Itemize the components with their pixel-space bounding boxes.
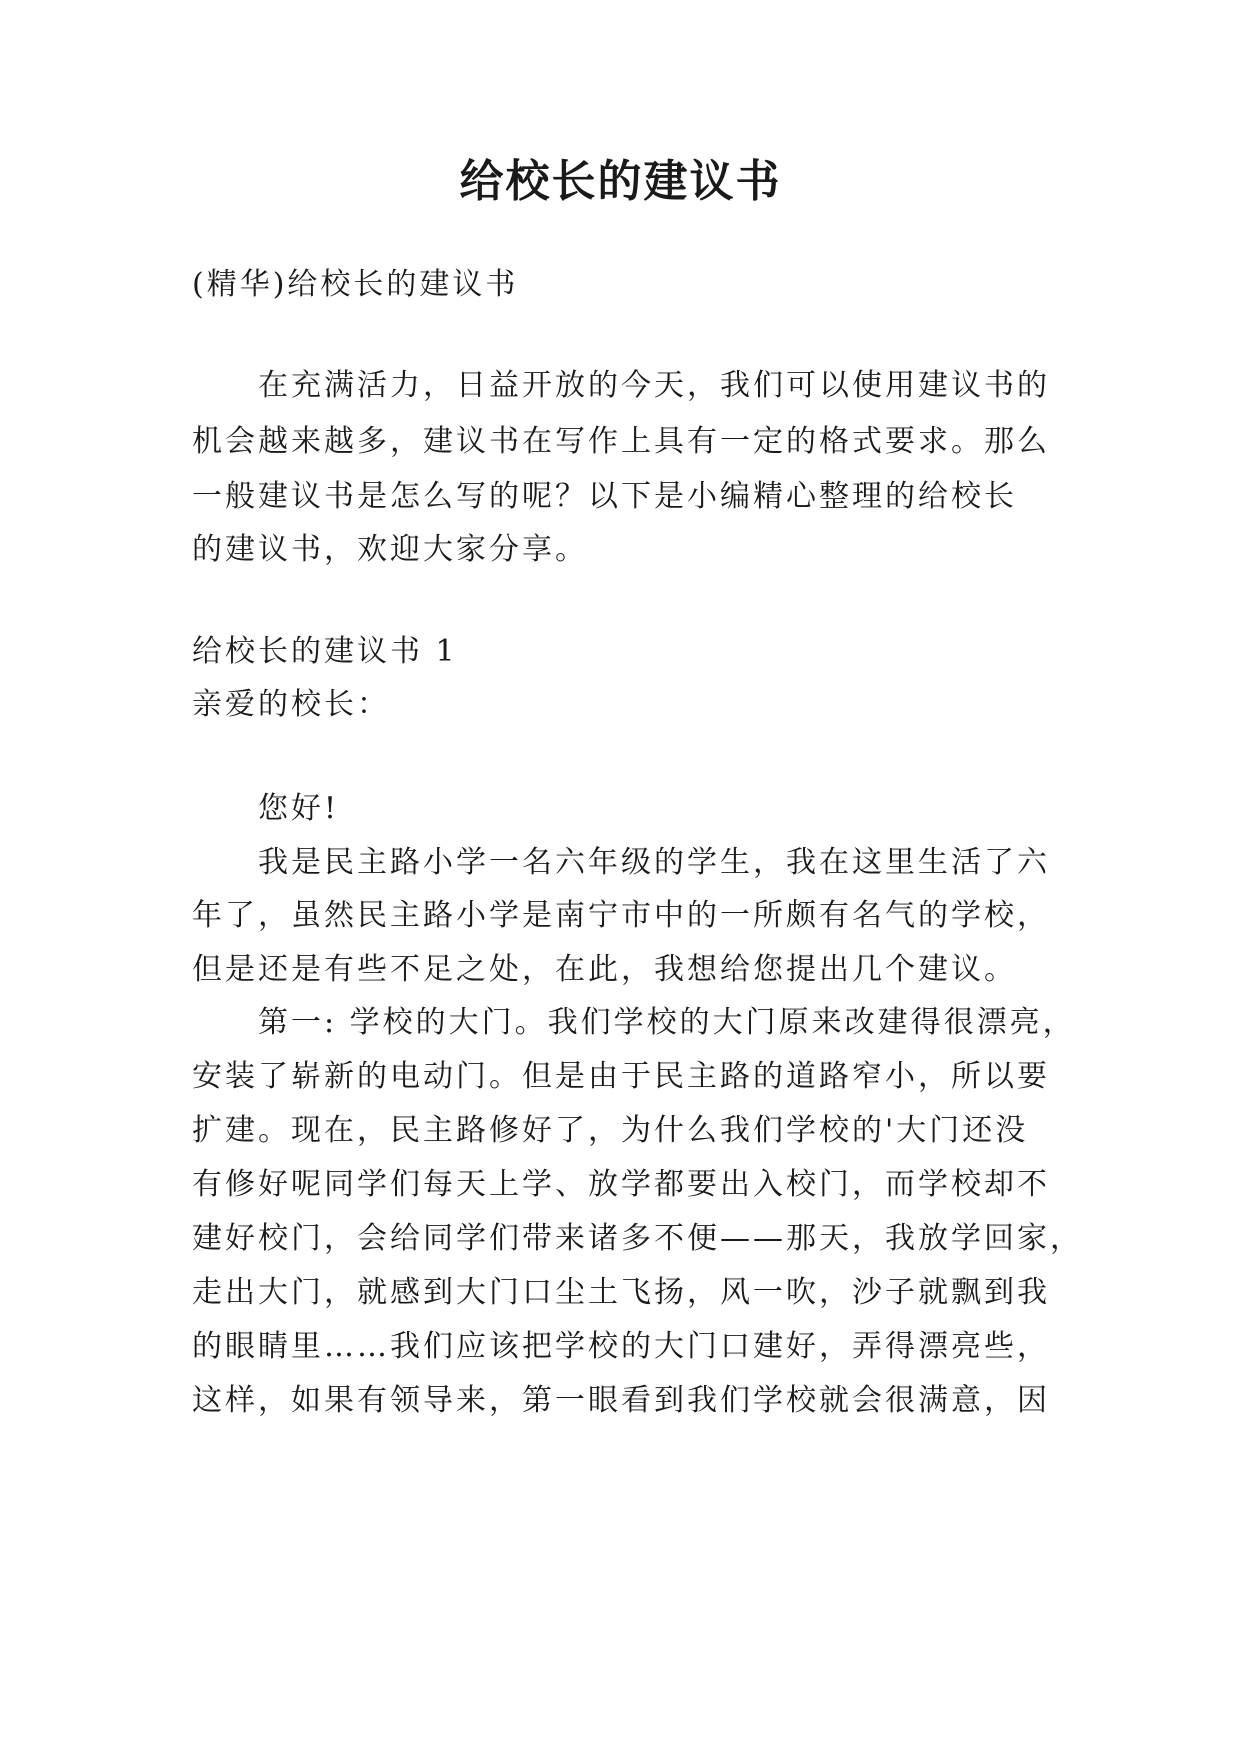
salutation: 亲爱的校长： (192, 687, 390, 722)
subtitle: (精华)给校长的建议书 (192, 267, 519, 302)
paragraph-line: 有修好呢同学们每天上学、放学都要出入校门，而学校却不 (192, 1167, 1050, 1202)
greeting: 您好! (258, 791, 340, 826)
paragraph-line: 走出大门，就感到大门口尘土飞扬，风一吹，沙子就飘到我 (192, 1275, 1050, 1310)
paragraph-line: 年了，虽然民主路小学是南宁市中的一所颇有名气的学校， (192, 898, 1050, 933)
paragraph-line: 第一: 学校的大门。我们学校的大门原来改建得很漂亮， (258, 1005, 1076, 1040)
section-heading: 给校长的建议书 1 (192, 634, 458, 669)
intro-line: 机会越来越多，建议书在写作上具有一定的格式要求。那么 (192, 424, 1050, 459)
paragraph-line: 建好校门，会给同学们带来诸多不便——那天，我放学回家， (192, 1221, 1083, 1256)
paragraph-line: 的眼睛里……我们应该把学校的大门口建好，弄得漂亮些， (192, 1329, 1050, 1364)
document-title: 给校长的建议书 (459, 156, 782, 207)
intro-line: 在充满活力，日益开放的今天，我们可以使用建议书的 (258, 368, 1050, 403)
paragraph-line: 我是民主路小学一名六年级的学生，我在这里生活了六 (258, 845, 1050, 880)
paragraph-line: 扩建。现在，民主路修好了，为什么我们学校的'大门还没 (192, 1113, 1029, 1148)
intro-line: 一般建议书是怎么写的呢？以下是小编精心整理的给校长 (192, 479, 1017, 514)
paragraph-line: 这样，如果有领导来，第一眼看到我们学校就会很满意，因 (192, 1383, 1050, 1418)
paragraph-line: 安装了崭新的电动门。但是由于民主路的道路窄小，所以要 (192, 1059, 1050, 1094)
paragraph-line: 但是还是有些不足之处，在此，我想给您提出几个建议。 (192, 952, 1017, 987)
intro-line: 的建议书，欢迎大家分享。 (192, 532, 588, 567)
